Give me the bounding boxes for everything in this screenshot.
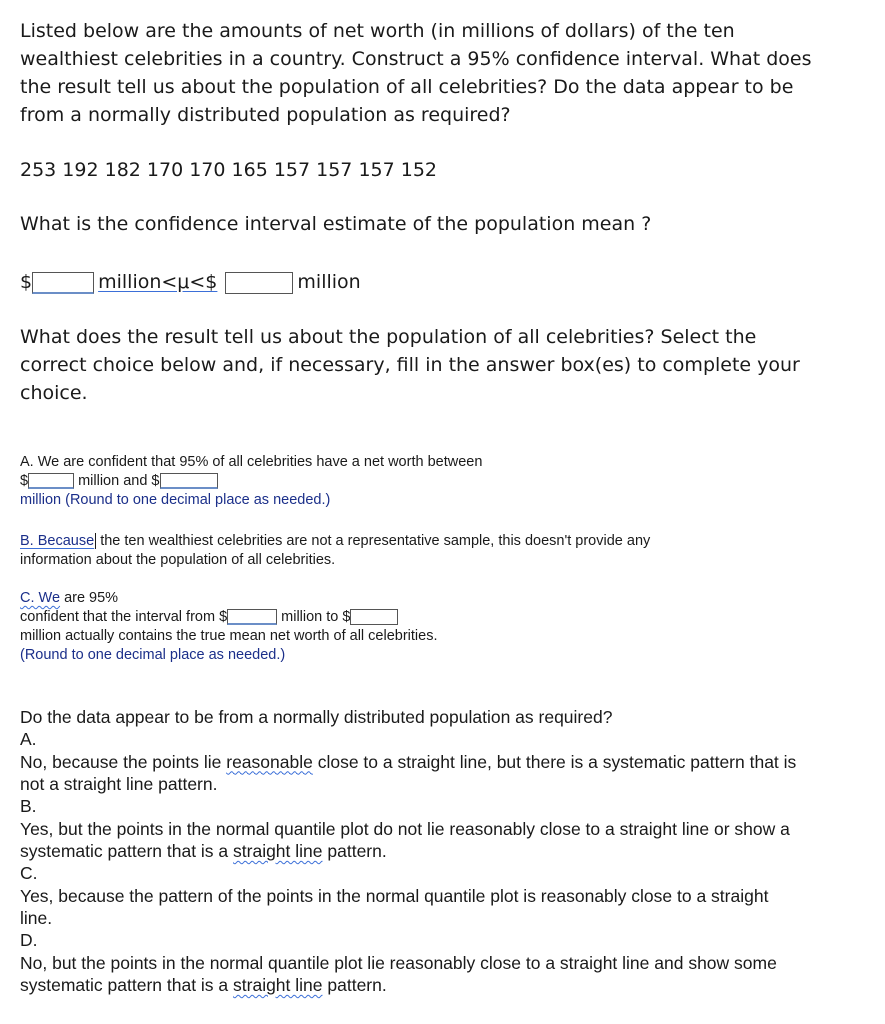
q3-option-c-text: Yes, because the pattern of the points in the normal quantile plot is reasonably close to a straight line. [20,885,769,928]
q2-option-a-line1: A. We are confident that 95% of all celebrities have a net worth between [20,454,483,470]
q2-option-c-line2 [20,608,740,627]
q3-option-c-letter: C. [20,863,38,883]
q2-option-c-input1[interactable] [227,609,277,625]
q3-option-a-letter: A. [20,729,37,749]
q2-option-a-dollar: $ [20,473,29,489]
q2-option-a[interactable] [20,453,740,510]
q2-option-c-line2a: confident that the interval from $ [20,609,228,625]
q2-option-c-line4: (Round to one decimal place as needed.) [20,647,286,663]
q3-option-d-text: No, but the points in the normal quantile plot lie reasonably close to a straight line and show some systematic pattern that is a straight line pattern. [20,952,777,995]
q2-option-a-mid: million and $ [78,473,160,489]
q2-option-c-prefix: C. We [20,590,61,606]
problem-statement: Listed below are the amounts of net worth (in millions of dollars) of the ten wealthiest celebrities in a country. Construct a 95% confidence interval. What does the result tell us about the population of all celebrities? Do the data appear to be from a normally distributed population as required? [20,20,812,126]
q3-option-b-text: Yes, but the points in the normal quantile plot do not lie reasonably close to a straight line or show a systematic pattern that is a straight line pattern. [20,818,790,861]
q2-option-c[interactable] [20,589,740,665]
q2-option-a-input2[interactable] [160,473,218,489]
data-values: 253 192 182 170 170 165 157 157 157 152 [20,159,438,181]
q3-option-c[interactable] [20,862,800,930]
q3-option-a[interactable] [20,728,800,796]
q2-option-c-line3: million actually contains the true mean net worth of all celebrities. [20,628,438,644]
q1-prompt: What is the confidence interval estimate of the population mean ? [20,213,652,235]
q2-option-a-line3: million (Round to one decimal place as needed.) [20,492,331,508]
q3-option-b[interactable] [20,795,800,863]
q3-option-d-letter: D. [20,930,38,950]
q1-lower-input[interactable] [32,272,94,294]
q2-option-a-line2 [20,472,740,491]
q1-mid-text: million<μ<$ [98,271,218,293]
q2-option-b-prefix: B. Because [20,533,95,549]
q1-upper-input[interactable] [225,272,293,294]
q2-prompt: What does the result tell us about the population of all celebrities? Select the correct choice below and, if necessary, fill in the answer box(es) to complete your choice. [20,326,800,404]
q1-dollar-sign: $ [20,271,33,293]
q2-option-b-rest: the ten wealthiest celebrities are not a representative sample, this doesn't provide any [100,533,651,549]
q3-option-d[interactable] [20,929,800,997]
q2-option-b-line1 [20,532,740,551]
q1-end-text: million [297,271,361,293]
q2-option-b-line2: information about the population of all celebrities. [20,552,336,568]
q2-option-c-input2[interactable] [350,609,398,625]
q2-option-c-line1 [20,589,740,608]
q3-prompt: Do the data appear to be from a normally distributed population as required? [20,707,613,727]
q2-option-b[interactable] [20,532,740,570]
q2-option-a-input1[interactable] [28,473,74,489]
q1-answer-row [20,268,620,296]
q3-option-b-letter: B. [20,796,37,816]
q2-option-c-line2b: million to $ [281,609,351,625]
q2-option-c-rest: are 95% [64,590,119,606]
q3-option-a-text: No, because the points lie reasonable close to a straight line, but there is a systematic pattern that is not a straight line pattern. [20,751,797,794]
